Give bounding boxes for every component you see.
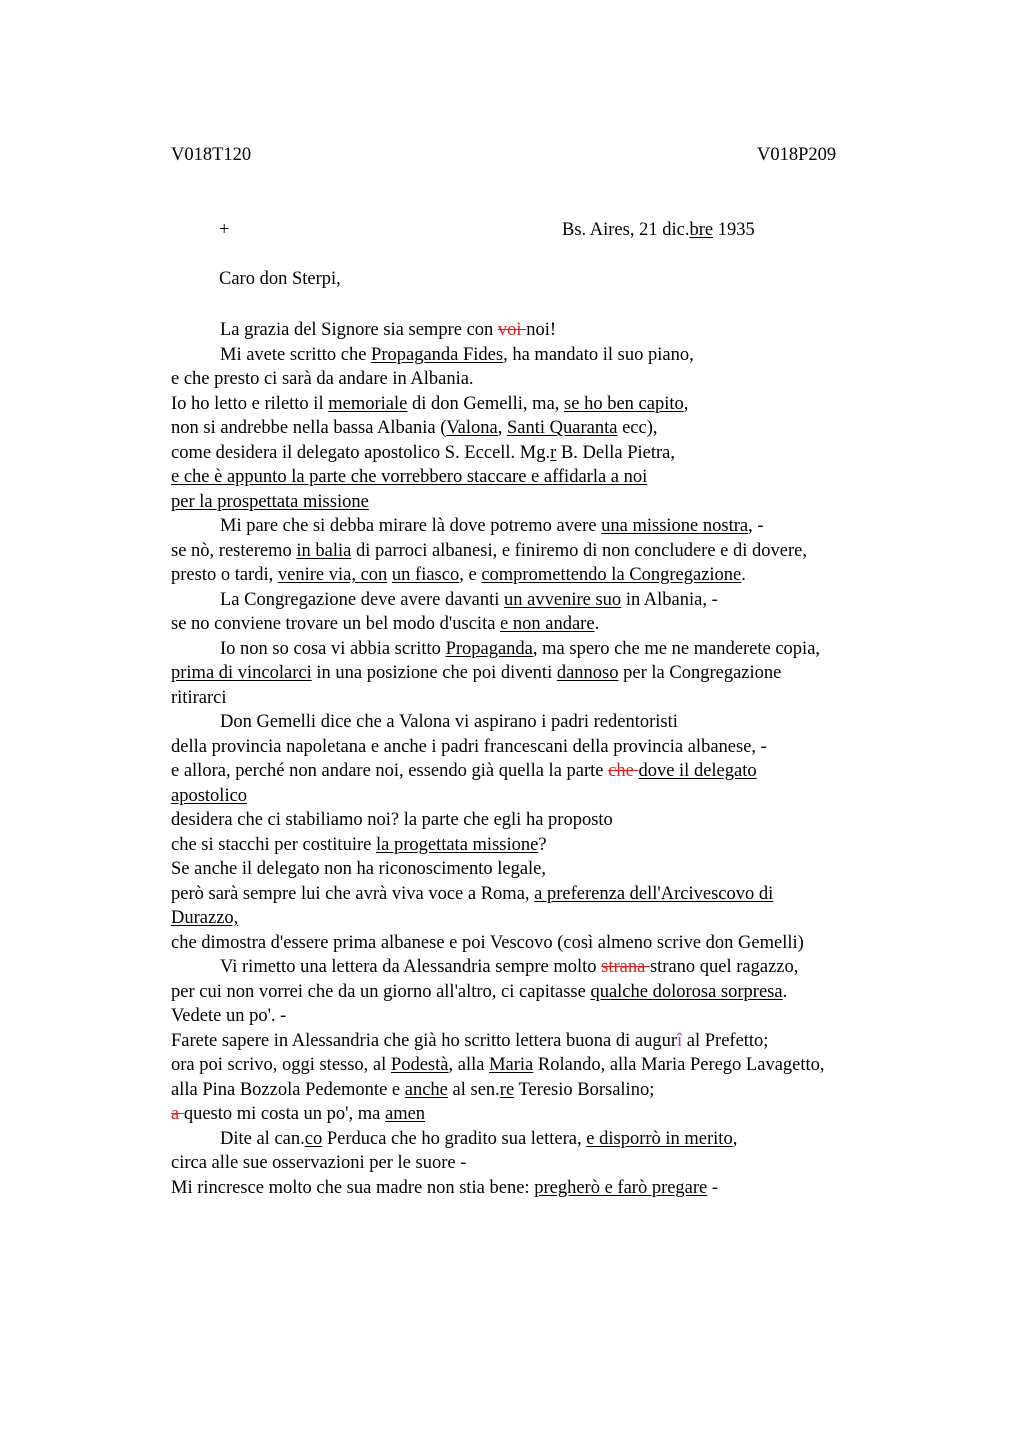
underlined-text: Maria xyxy=(489,1055,534,1075)
text-line xyxy=(171,980,911,1005)
text-segment: Io non so cosa vi abbia scritto xyxy=(220,638,446,659)
text-line xyxy=(171,441,911,466)
underlined-text: co xyxy=(304,1128,323,1149)
underlined-text: e non andare xyxy=(500,614,595,634)
text-line xyxy=(171,735,911,760)
text-segment: e allora, perché non andare noi, essendo già quella la parte xyxy=(171,761,609,781)
text-segment: al sen. xyxy=(447,1079,500,1100)
underlined-text: una missione nostra xyxy=(601,516,749,536)
text-line xyxy=(171,1004,911,1029)
text-segment: come desidera il delegato apostolico S. Eccell. Mg. xyxy=(171,442,551,463)
text-segment: B. Della Pietra, xyxy=(556,442,675,463)
text-line xyxy=(171,1127,911,1152)
text-segment: alla Pina Bozzola Pedemonte e xyxy=(171,1079,405,1100)
underlined-text: anche xyxy=(404,1079,448,1100)
place-date-month-suffix: bre xyxy=(689,220,714,240)
underlined-text: prima di vincolarci xyxy=(171,663,312,683)
deleted-text: voi xyxy=(497,320,527,340)
text-segment: Dite al can. xyxy=(220,1128,305,1149)
text-line xyxy=(171,539,911,564)
text-segment: ecc), xyxy=(617,418,658,438)
deleted-text: che xyxy=(608,761,639,781)
text-segment: La Congregazione deve avere davanti xyxy=(220,589,505,610)
underlined-text: Santi Quaranta xyxy=(506,418,618,438)
text-segment: non si andrebbe nella bassa Albania ( xyxy=(171,418,447,438)
text-line xyxy=(171,686,911,711)
underlined-text: Propaganda xyxy=(445,638,533,659)
place-date xyxy=(562,220,755,241)
text-line xyxy=(171,1102,911,1127)
text-line xyxy=(171,808,911,833)
text-line xyxy=(171,563,911,588)
text-line xyxy=(171,857,911,882)
text-segment: presto o tardi, xyxy=(171,565,278,585)
underlined-text: amen xyxy=(385,1104,426,1124)
text-segment: . xyxy=(741,565,746,585)
underlined-text: e che è appunto la parte che vorrebbero staccare e affidarla a noi xyxy=(171,467,648,487)
text-segment: della provincia napoletana e anche i padri francescani della provincia albanese, - xyxy=(171,736,767,757)
underlined-text: Podestà xyxy=(390,1055,449,1075)
text-segment: . xyxy=(594,614,600,634)
text-segment: Mi pare che si debba mirare là dove potremo avere xyxy=(220,516,602,536)
underlined-text: se ho ben capito xyxy=(564,393,684,414)
text-segment: Se anche il delegato non ha riconoscimento legale, xyxy=(171,859,547,879)
text-segment: ? xyxy=(538,834,547,855)
text-segment: Mi avete scritto che xyxy=(220,344,372,365)
text-segment: di don Gemelli, ma, xyxy=(407,393,565,414)
underlined-text: venire via, con xyxy=(277,565,388,585)
text-line xyxy=(171,759,911,784)
text-segment: se nò, resteremo xyxy=(171,540,297,561)
text-segment: . xyxy=(782,981,788,1002)
text-segment: per cui non vorrei che da un giorno all'altro, ci capitasse xyxy=(171,981,591,1002)
text-line xyxy=(171,367,911,392)
text-segment: Perduca che ho gradito sua lettera, xyxy=(322,1128,587,1149)
text-line xyxy=(171,931,911,956)
underlined-text: pregherò e farò pregare xyxy=(534,1177,708,1198)
text-segment: , xyxy=(732,1128,738,1149)
underlined-text: e disporrò in merito xyxy=(586,1128,733,1149)
underlined-text: per la prospettata missione xyxy=(171,491,369,512)
underlined-text: Valona xyxy=(446,418,498,438)
text-line xyxy=(171,661,911,686)
text-segment: Io ho letto e riletto il xyxy=(171,393,329,414)
underlined-text: compromettendo la Congregazione xyxy=(481,565,742,585)
text-segment: circa alle sue osservazioni per le suore - xyxy=(171,1153,467,1173)
underlined-text: a preferenza dell'Arcivescovo di xyxy=(534,883,774,904)
text-segment: strano quel ragazzo, xyxy=(649,957,799,977)
text-line xyxy=(171,637,911,662)
text-segment: , ha mandato il suo piano, xyxy=(503,344,694,365)
underlined-text: qualche dolorosa sorpresa xyxy=(590,981,783,1002)
text-line xyxy=(171,784,911,809)
cross-symbol: + xyxy=(219,220,230,240)
text-segment: in una posizione che poi diventi xyxy=(311,663,557,683)
text-segment: , - xyxy=(748,516,764,536)
text-segment: La grazia del Signore sia sempre con xyxy=(220,320,498,340)
text-line xyxy=(171,514,911,539)
text-line xyxy=(171,1078,911,1103)
text-line xyxy=(171,612,911,637)
text-line xyxy=(171,1176,911,1201)
underlined-text: in balia xyxy=(296,540,352,561)
text-line xyxy=(171,833,911,858)
text-segment: che si stacchi per costituire xyxy=(171,834,376,855)
text-segment: noi! xyxy=(526,320,556,340)
text-segment: , xyxy=(497,418,507,438)
underlined-text: re xyxy=(499,1079,515,1100)
underlined-text: memoriale xyxy=(328,393,408,414)
underlined-text: Propaganda Fides xyxy=(371,344,504,365)
document-code-right: V018P209 xyxy=(757,145,837,165)
underlined-text: apostolico xyxy=(171,785,248,806)
document-code-left: V018T120 xyxy=(171,145,252,165)
text-segment: , e xyxy=(459,565,482,585)
text-line xyxy=(171,710,911,735)
text-segment: di parroci albanesi, e finiremo di non concludere e di dovere, xyxy=(351,540,807,561)
place-date-prefix: Bs. Aires, 21 dic. xyxy=(562,220,690,240)
underlined-text: dannoso xyxy=(556,663,619,683)
text-segment: ora poi scrivo, oggi stesso, al xyxy=(171,1055,391,1075)
text-segment: , ma spero che me ne manderete copia, xyxy=(532,638,821,659)
text-segment: che dimostra d'essere prima albanese e poi Vescovo (così almeno scrive don Gemelli) xyxy=(171,932,804,953)
text-line xyxy=(171,906,911,931)
text-line xyxy=(171,1053,911,1078)
salutation: Caro don Sterpi, xyxy=(219,269,341,289)
place-date-year: 1935 xyxy=(713,220,755,240)
deleted-text: a xyxy=(171,1104,184,1124)
text-line xyxy=(171,490,911,515)
underlined-text: dove il delegato xyxy=(638,761,757,781)
text-segment: per la Congregazione xyxy=(618,663,782,683)
text-segment: Vedete un po'. - xyxy=(171,1006,287,1026)
text-segment: questo mi costa un po', ma xyxy=(183,1104,385,1124)
underlined-text: un avvenire suo xyxy=(504,589,622,610)
text-line xyxy=(171,318,911,343)
text-segment: Teresio Borsalino; xyxy=(514,1079,655,1100)
text-segment: , xyxy=(683,393,689,414)
text-line xyxy=(171,392,911,417)
text-line xyxy=(171,465,911,490)
text-segment: - xyxy=(707,1177,719,1198)
text-segment: ritirarci xyxy=(171,687,227,708)
text-line xyxy=(171,416,911,441)
text-line xyxy=(171,1151,911,1176)
text-segment: in Albania, - xyxy=(621,589,718,610)
text-line xyxy=(171,955,911,980)
text-segment: , alla xyxy=(448,1055,490,1075)
text-segment: desidera che ci stabiliamo noi? la parte che egli ha proposto xyxy=(171,810,613,830)
text-segment: se no conviene trovare un bel modo d'uscita xyxy=(171,614,501,634)
letter-body xyxy=(171,318,911,1200)
inserted-text: î xyxy=(677,1030,683,1051)
underlined-text: la progettata missione xyxy=(375,834,539,855)
underlined-text: r xyxy=(550,442,557,463)
text-segment: e che presto ci sarà da andare in Albania. xyxy=(171,369,474,389)
text-line xyxy=(171,343,911,368)
text-segment: Rolando, alla Maria Perego Lavagetto, xyxy=(533,1055,825,1075)
deleted-text: strana xyxy=(601,957,650,977)
underlined-text: Durazzo, xyxy=(171,908,239,928)
text-segment: Vi rimetto una lettera da Alessandria sempre molto xyxy=(220,957,602,977)
text-line xyxy=(171,1029,911,1054)
text-segment: Don Gemelli dice che a Valona vi aspirano i padri redentoristi xyxy=(220,712,678,732)
text-line xyxy=(171,882,911,907)
text-line xyxy=(171,588,911,613)
text-segment: Mi rincresce molto che sua madre non stia bene: xyxy=(171,1177,535,1198)
text-segment: Farete sapere in Alessandria che già ho scritto lettera buona di augur xyxy=(171,1030,677,1051)
text-segment: però sarà sempre lui che avrà viva voce a Roma, xyxy=(171,883,535,904)
text-segment: al Prefetto; xyxy=(682,1030,769,1051)
underlined-text: un fiasco xyxy=(391,565,460,585)
